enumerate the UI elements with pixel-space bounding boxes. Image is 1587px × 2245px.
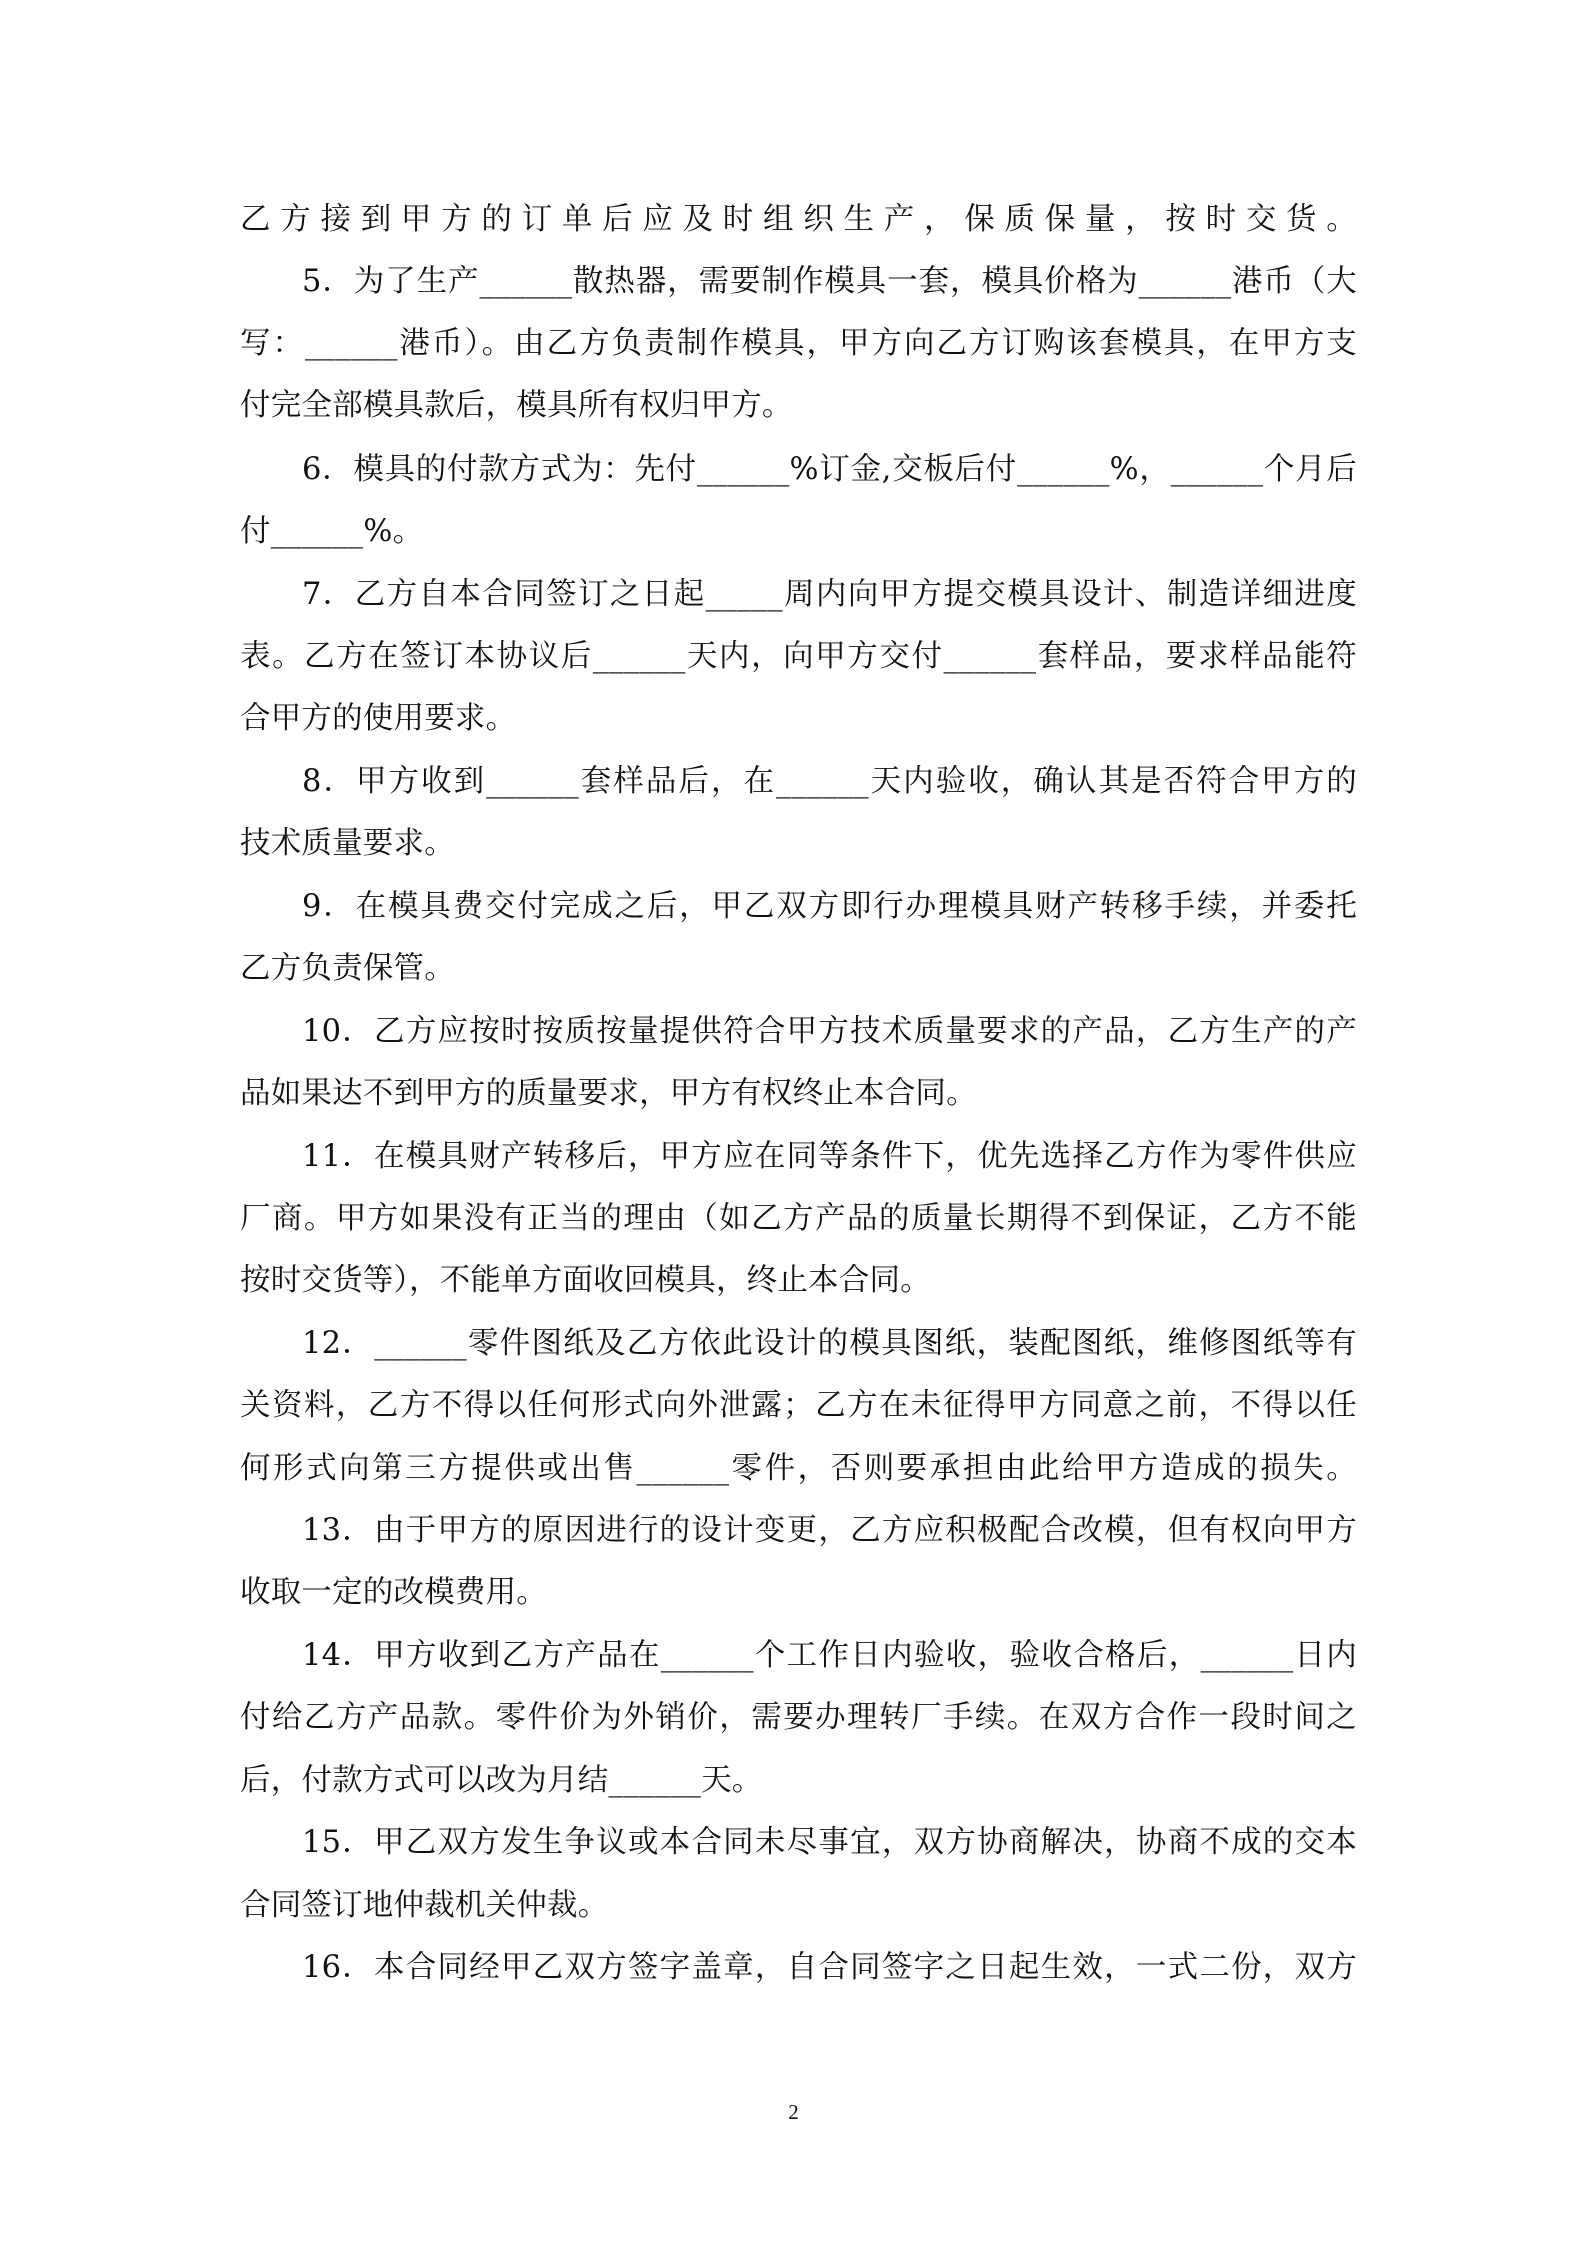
text-line: 付给乙方产品款。零件价为外销价，需要办理转厂手续。在双方合作一段时间之	[240, 1700, 1357, 1735]
text-line: 按时交货等），不能单方面收回模具，终止本合同。	[240, 1263, 931, 1298]
clause-13-line: 13．由于甲方的原因进行的设计变更，乙方应积极配合改模，但有权向甲方	[302, 1513, 1357, 1548]
clause-16-line: 16．本合同经甲乙双方签字盖章，自合同签字之日起生效，一式二份，双方	[302, 1950, 1357, 1985]
text-line: 关资料，乙方不得以任何形式向外泄露；乙方在未征得甲方同意之前，不得以任	[240, 1388, 1357, 1423]
page-number: 2	[788, 2100, 799, 2124]
text-line: 表。乙方在签订本协议后______天内，向甲方交付______套样品，要求样品能符	[240, 639, 1357, 674]
clause-11-line: 11．在模具财产转移后，甲方应在同等条件下，优先选择乙方作为零件供应	[302, 1139, 1357, 1174]
text-line: 写：______港币）。由乙方负责制作模具，甲方向乙方订购该套模具，在甲方支	[240, 326, 1357, 361]
text-line: 合甲方的使用要求。	[240, 701, 517, 736]
clause-8-line: 8．甲方收到______套样品后，在______天内验收，确认其是否符合甲方的	[302, 764, 1357, 799]
text-line: 何形式向第三方提供或出售______零件，否则要承担由此给甲方造成的损失。	[240, 1451, 1357, 1486]
clause-14-line: 14．甲方收到乙方产品在______个工作日内验收，验收合格后，______日内	[302, 1638, 1357, 1673]
text-line: 合同签订地仲裁机关仲裁。	[240, 1888, 609, 1923]
clause-10-line: 10．乙方应按时按质按量提供符合甲方技术质量要求的产品，乙方生产的产	[302, 1014, 1357, 1049]
text-line: 后，付款方式可以改为月结______天。	[240, 1763, 763, 1798]
clause-6-line: 6．模具的付款方式为：先付______%订金,交板后付______%，______个月后	[302, 452, 1357, 487]
text-line: 乙方接到甲方的订单后应及时组织生产，保质保量，按时交货。	[240, 202, 1357, 237]
text-line: 技术质量要求。	[240, 826, 455, 861]
text-line: 乙方负责保管。	[240, 951, 455, 986]
clause-7-line: 7．乙方自本合同签订之日起_____周内向甲方提交模具设计、制造详细进度	[302, 577, 1357, 612]
text-line: 付______%。	[240, 514, 424, 549]
clause-5-line: 5．为了生产______散热器，需要制作模具一套，模具价格为______港币（大	[302, 264, 1357, 299]
text-line: 品如果达不到甲方的质量要求，甲方有权终止本合同。	[240, 1076, 977, 1111]
clause-15-line: 15．甲乙双方发生争议或本合同未尽事宜，双方协商解决，协商不成的交本	[302, 1825, 1357, 1860]
text-line: 厂商。甲方如果没有正当的理由（如乙方产品的质量长期得不到保证，乙方不能	[240, 1201, 1357, 1236]
clause-12-line: 12．______零件图纸及乙方依此设计的模具图纸，装配图纸，维修图纸等有	[302, 1326, 1357, 1361]
text-line: 付完全部模具款后，模具所有权归甲方。	[240, 388, 793, 423]
text-line: 收取一定的改模费用。	[240, 1575, 547, 1610]
clause-9-line: 9．在模具费交付完成之后，甲乙双方即行办理模具财产转移手续，并委托	[302, 889, 1357, 924]
